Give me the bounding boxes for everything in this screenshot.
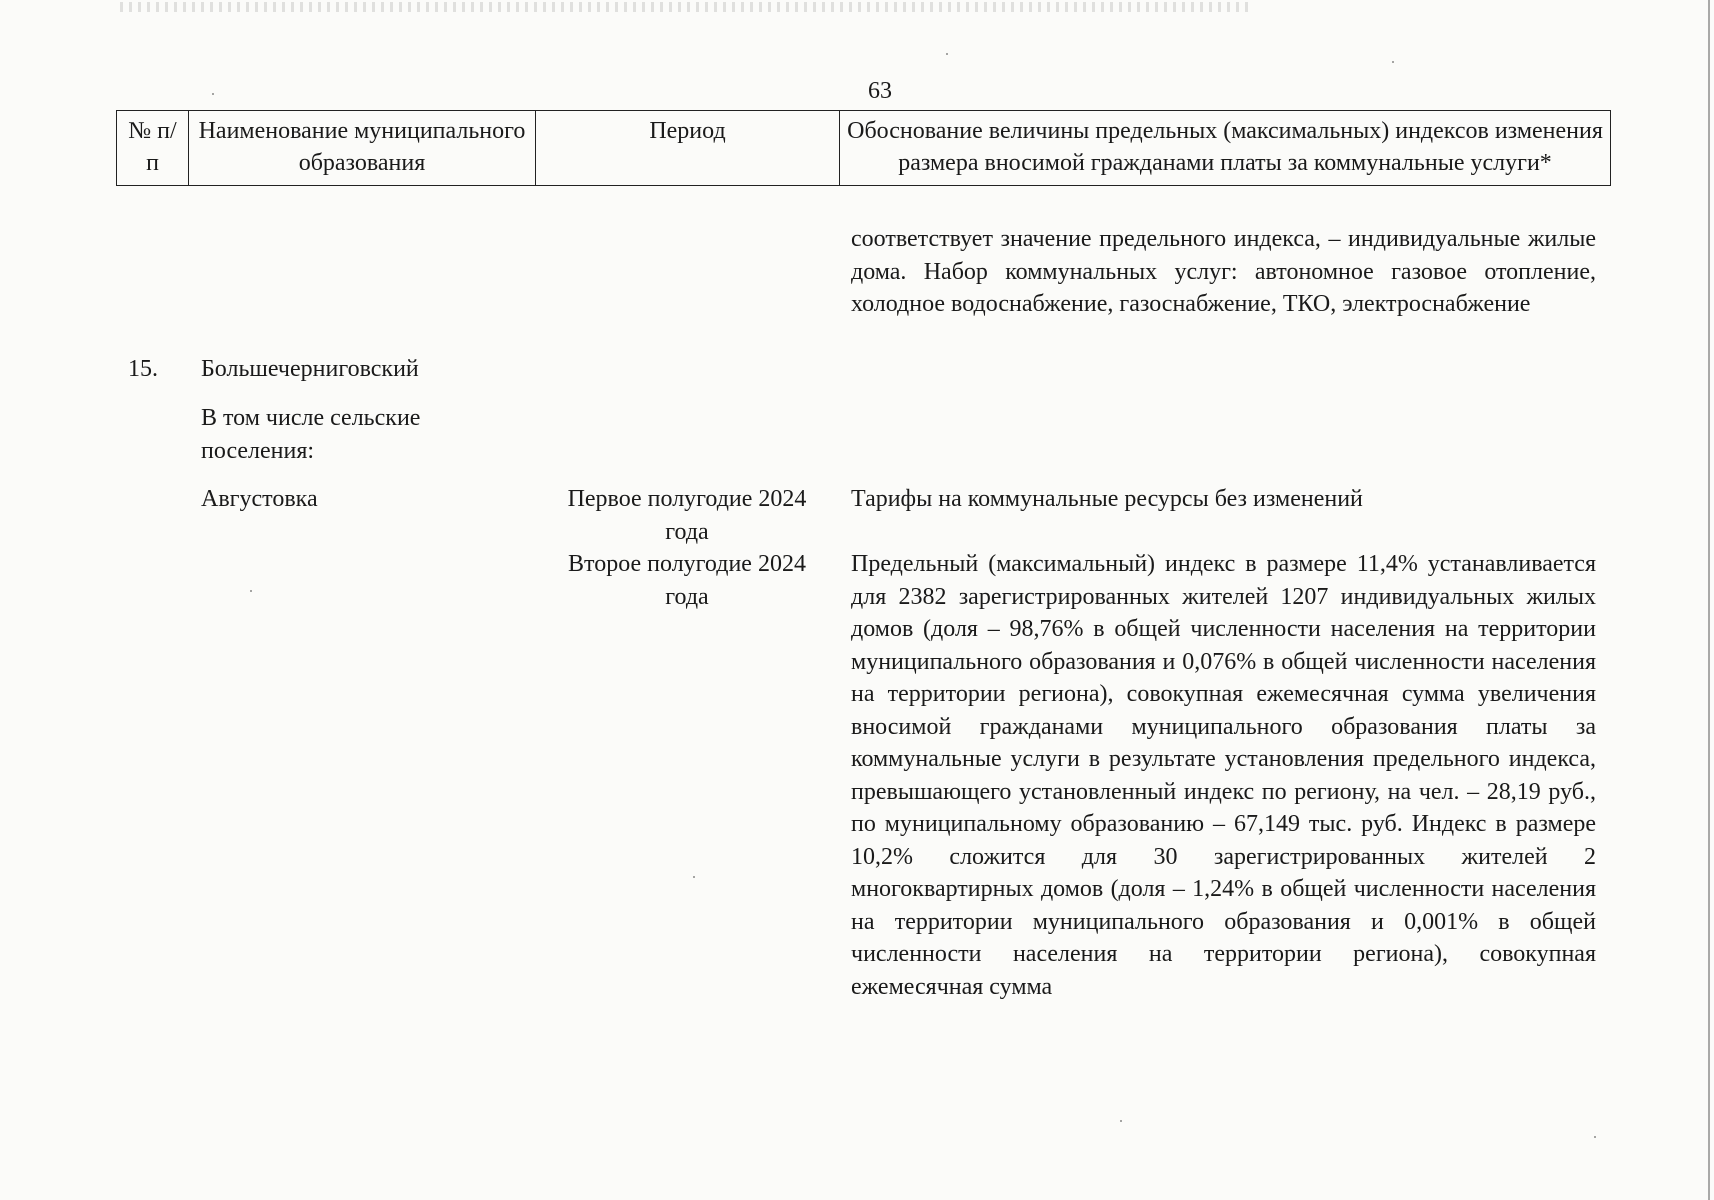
scan-speck [1594, 1136, 1596, 1138]
continuation-text: соответствует значение предельного индекса, – индивидуальные жилые дома. Набор коммунальных услуг: автономное газовое отопление, холодное водоснабжение, газоснабжение, ТКО, электроснабжение [851, 226, 1596, 317]
scan-speck [212, 93, 214, 95]
entry-subheading: В том числе сельские поселения: [201, 405, 421, 464]
scan-edge-line [1708, 0, 1710, 1200]
scan-speck [946, 53, 948, 55]
header-number: № п/п [117, 111, 189, 186]
scan-speck [250, 590, 252, 592]
justification-first-half: Тарифы на коммунальные ресурсы без изменений [851, 486, 1363, 512]
header-period: Период [536, 111, 840, 186]
page-number: 63 [868, 78, 892, 104]
scan-speck [1120, 1120, 1122, 1122]
justification-second-half: Предельный (максимальный) индекс в размере 11,4% устанавливается для 2382 зарегистрированных жителей 1207 индивидуальных жилых домов (доля – 98,76% в общей численности населения на территории муниципального образования и 0,076% в общей численности населения на территории региона), совокупная ежемесячная сумма увеличения вносимой гражданами муниципального образования платы за коммунальные услуги в результате установления предельного индекса, превышающего установленный индекс по региону, на чел. – 28,19 руб., по муниципальному образованию – 67,149 тыс. руб. Индекс в размере 10,2% сложится для 30 зарегистрированных жителей 2 многоквартирных домов (доля – 1,24% в общей численности населения на территории муниципального образования и 0,001% в общей численности населения на территории региона), совокупная ежемесячная сумма [851, 551, 1596, 1000]
period-second-half: Второе полугодие 2024 года [568, 551, 806, 610]
table-header-row [117, 111, 1611, 186]
settlement-name: Августовка [201, 486, 318, 512]
scan-noise-top [120, 2, 1250, 12]
header-municipality-name: Наименование муниципального образования [189, 111, 536, 186]
entry-number: 15. [128, 356, 158, 382]
period-first-half: Первое полугодие 2024 года [567, 486, 807, 545]
scan-speck [693, 876, 695, 878]
scan-speck [1392, 61, 1394, 63]
table-header [116, 110, 1611, 186]
header-justification: Обоснование величины предельных (максимальных) индексов изменения размера вносимой гражданами платы за коммунальные услуги* [840, 111, 1611, 186]
entry-municipality-name: Большечерниговский [201, 356, 419, 382]
